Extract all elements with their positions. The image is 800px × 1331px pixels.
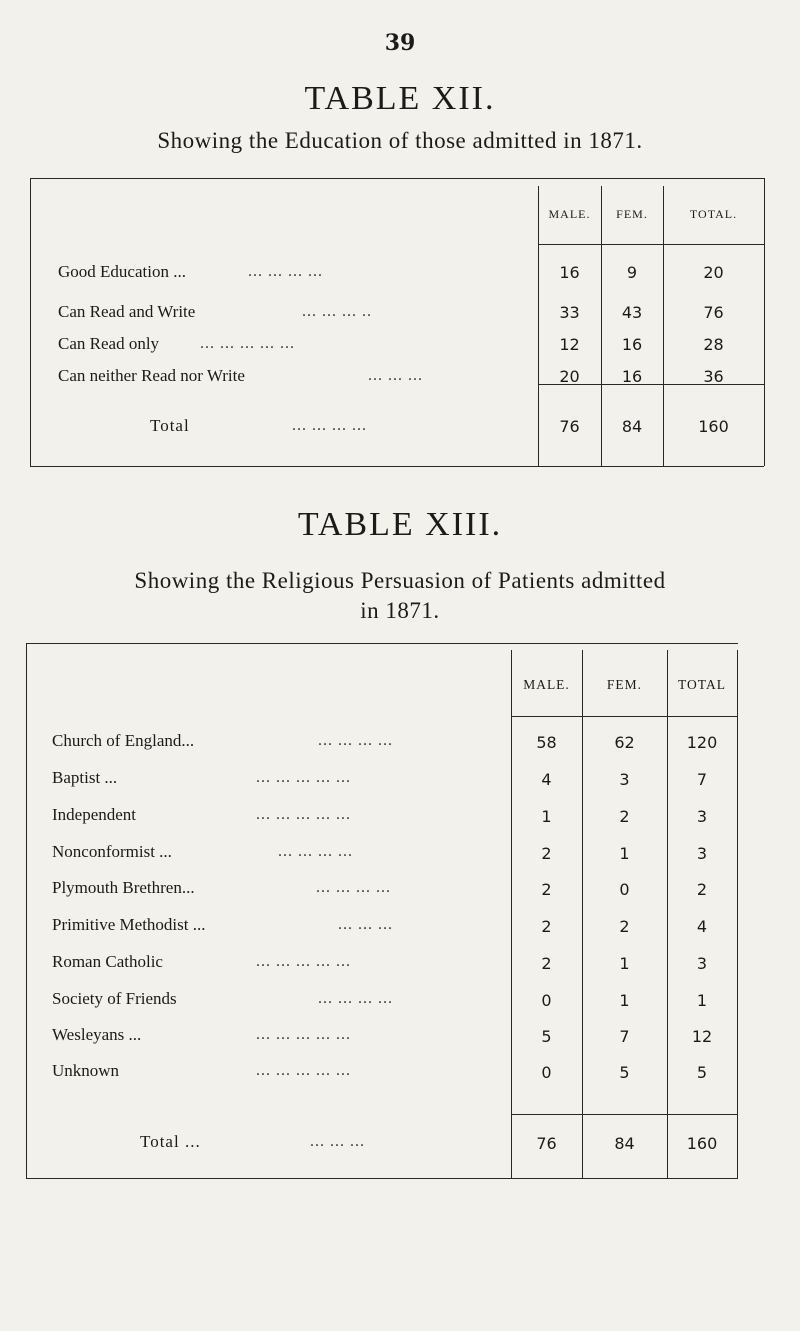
row-leader-dots: ... ... ... ... bbox=[318, 990, 393, 1007]
row-leader-dots: ... ... ... bbox=[310, 1133, 365, 1150]
row-leader-dots: ... ... ... ... ... bbox=[256, 1026, 351, 1043]
cell-fem: 62 bbox=[614, 733, 635, 752]
cell-male: 16 bbox=[559, 263, 580, 282]
row-leader-dots: ... ... ... ... bbox=[292, 417, 367, 434]
cell-fem: 84 bbox=[621, 417, 643, 436]
cell-total: 160 bbox=[686, 1134, 718, 1153]
table-13-total-rule bbox=[511, 1114, 737, 1115]
row-label: Roman Catholic bbox=[52, 952, 163, 971]
cell-total: 76 bbox=[703, 303, 724, 322]
row-leader-dots: ... ... ... bbox=[338, 916, 393, 933]
cell-total: 36 bbox=[703, 367, 724, 386]
table-13-col-sep bbox=[582, 650, 583, 1178]
cell-male: 58 bbox=[536, 733, 557, 752]
cell-total: 2 bbox=[696, 880, 708, 899]
row-label: Plymouth Brethren... bbox=[52, 878, 195, 897]
row-leader-dots: ... ... ... ... ... bbox=[200, 335, 295, 352]
row-label: Primitive Methodist ... bbox=[52, 915, 206, 934]
cell-total: 4 bbox=[696, 917, 708, 936]
cell-male: 2 bbox=[541, 917, 552, 936]
cell-total: 7 bbox=[696, 770, 708, 789]
table-13-title: TABLE XIII. bbox=[297, 506, 503, 543]
table-13-header-total: TOTAL bbox=[678, 677, 726, 692]
cell-total: 120 bbox=[686, 733, 718, 752]
table-13-header-fem: FEM. bbox=[606, 677, 643, 692]
row-label: Good Education ... bbox=[58, 262, 186, 281]
cell-male: 2 bbox=[541, 844, 552, 863]
cell-male: 0 bbox=[541, 991, 552, 1010]
row-leader-dots: ... ... ... ... bbox=[318, 732, 393, 749]
table-13-col-sep bbox=[511, 650, 512, 1178]
row-leader-dots: ... ... ... ... bbox=[248, 263, 323, 280]
table-12-header-male: MALE. bbox=[548, 207, 591, 221]
row-label: Nonconformist ... bbox=[52, 842, 172, 861]
table-13-header-rule bbox=[511, 716, 737, 717]
cell-fem: 43 bbox=[621, 303, 643, 322]
cell-fem: 84 bbox=[614, 1134, 635, 1153]
row-leader-dots: ... ... ... ... bbox=[278, 843, 353, 860]
row-label: Church of England... bbox=[52, 731, 195, 750]
page-number: 39 bbox=[384, 30, 416, 56]
cell-total: 20 bbox=[703, 263, 724, 282]
cell-fem: 1 bbox=[619, 954, 630, 973]
cell-male: 20 bbox=[559, 367, 580, 386]
cell-total: 12 bbox=[691, 1027, 713, 1046]
cell-fem: 1 bbox=[619, 991, 630, 1010]
table-13-left-rule bbox=[26, 643, 27, 1178]
cell-male: 1 bbox=[541, 807, 552, 826]
table-12-header-total: TOTAL. bbox=[689, 207, 738, 221]
cell-male: 4 bbox=[541, 770, 552, 789]
total-label: Total ... bbox=[140, 1132, 201, 1151]
cell-fem: 5 bbox=[619, 1063, 630, 1082]
row-label: Can Read only bbox=[58, 334, 160, 353]
row-label: Unknown bbox=[52, 1061, 120, 1080]
cell-total: 1 bbox=[696, 991, 708, 1010]
row-label: Baptist ... bbox=[52, 768, 118, 787]
cell-total: 5 bbox=[696, 1063, 708, 1082]
table-12-subtitle: Showing the Education of those admitted in 1871. bbox=[157, 128, 643, 153]
row-label: Wesleyans ... bbox=[52, 1025, 142, 1044]
table-13-col-sep bbox=[667, 650, 668, 1178]
table-13-right-rule bbox=[737, 650, 738, 1178]
row-label: Can neither Read nor Write bbox=[58, 366, 245, 385]
cell-fem: 9 bbox=[626, 263, 638, 282]
row-leader-dots: ... ... ... ... bbox=[316, 879, 391, 896]
cell-fem: 2 bbox=[619, 917, 630, 936]
table-13-top-rule bbox=[26, 643, 738, 644]
cell-total: 3 bbox=[696, 807, 708, 826]
table-13-subtitle-line1: Showing the Religious Persuasion of Patients admitted bbox=[134, 568, 666, 593]
cell-total: 3 bbox=[696, 844, 708, 863]
table-12-title: TABLE XII. bbox=[304, 80, 496, 117]
cell-fem: 0 bbox=[619, 880, 630, 899]
cell-total: 3 bbox=[696, 954, 708, 973]
table-13-bottom-rule bbox=[26, 1178, 738, 1179]
row-label: Society of Friends bbox=[52, 989, 177, 1008]
cell-fem: 2 bbox=[619, 807, 630, 826]
table-12-header-fem: FEM. bbox=[616, 207, 648, 221]
row-label: Independent bbox=[52, 805, 137, 824]
cell-male: 12 bbox=[559, 335, 580, 354]
cell-total: 28 bbox=[703, 335, 724, 354]
cell-male: 5 bbox=[541, 1027, 552, 1046]
cell-male: 0 bbox=[541, 1063, 552, 1082]
total-label: Total bbox=[150, 416, 190, 435]
cell-total: 160 bbox=[698, 417, 729, 436]
row-leader-dots: ... ... ... ... ... bbox=[256, 806, 351, 823]
row-leader-dots: ... ... ... ... ... bbox=[256, 769, 351, 786]
cell-fem: 7 bbox=[619, 1027, 630, 1046]
row-leader-dots: ... ... ... ... ... bbox=[256, 1062, 351, 1079]
cell-fem: 3 bbox=[619, 770, 630, 789]
cell-fem: 16 bbox=[621, 367, 643, 386]
cell-male: 76 bbox=[536, 1134, 557, 1153]
cell-male: 2 bbox=[541, 954, 552, 973]
table-13-header-male: MALE. bbox=[523, 677, 570, 692]
row-label: Can Read and Write bbox=[58, 302, 196, 321]
cell-male: 2 bbox=[541, 880, 552, 899]
cell-male: 33 bbox=[559, 303, 580, 322]
row-leader-dots: ... ... ... ... ... bbox=[256, 953, 351, 970]
cell-fem: 1 bbox=[619, 844, 630, 863]
table-13-subtitle-line2: in 1871. bbox=[360, 598, 440, 623]
row-leader-dots: ... ... ... bbox=[368, 367, 423, 384]
cell-male: 76 bbox=[559, 417, 580, 436]
row-leader-dots: ... ... ... .. bbox=[302, 303, 372, 320]
cell-fem: 16 bbox=[621, 335, 643, 354]
